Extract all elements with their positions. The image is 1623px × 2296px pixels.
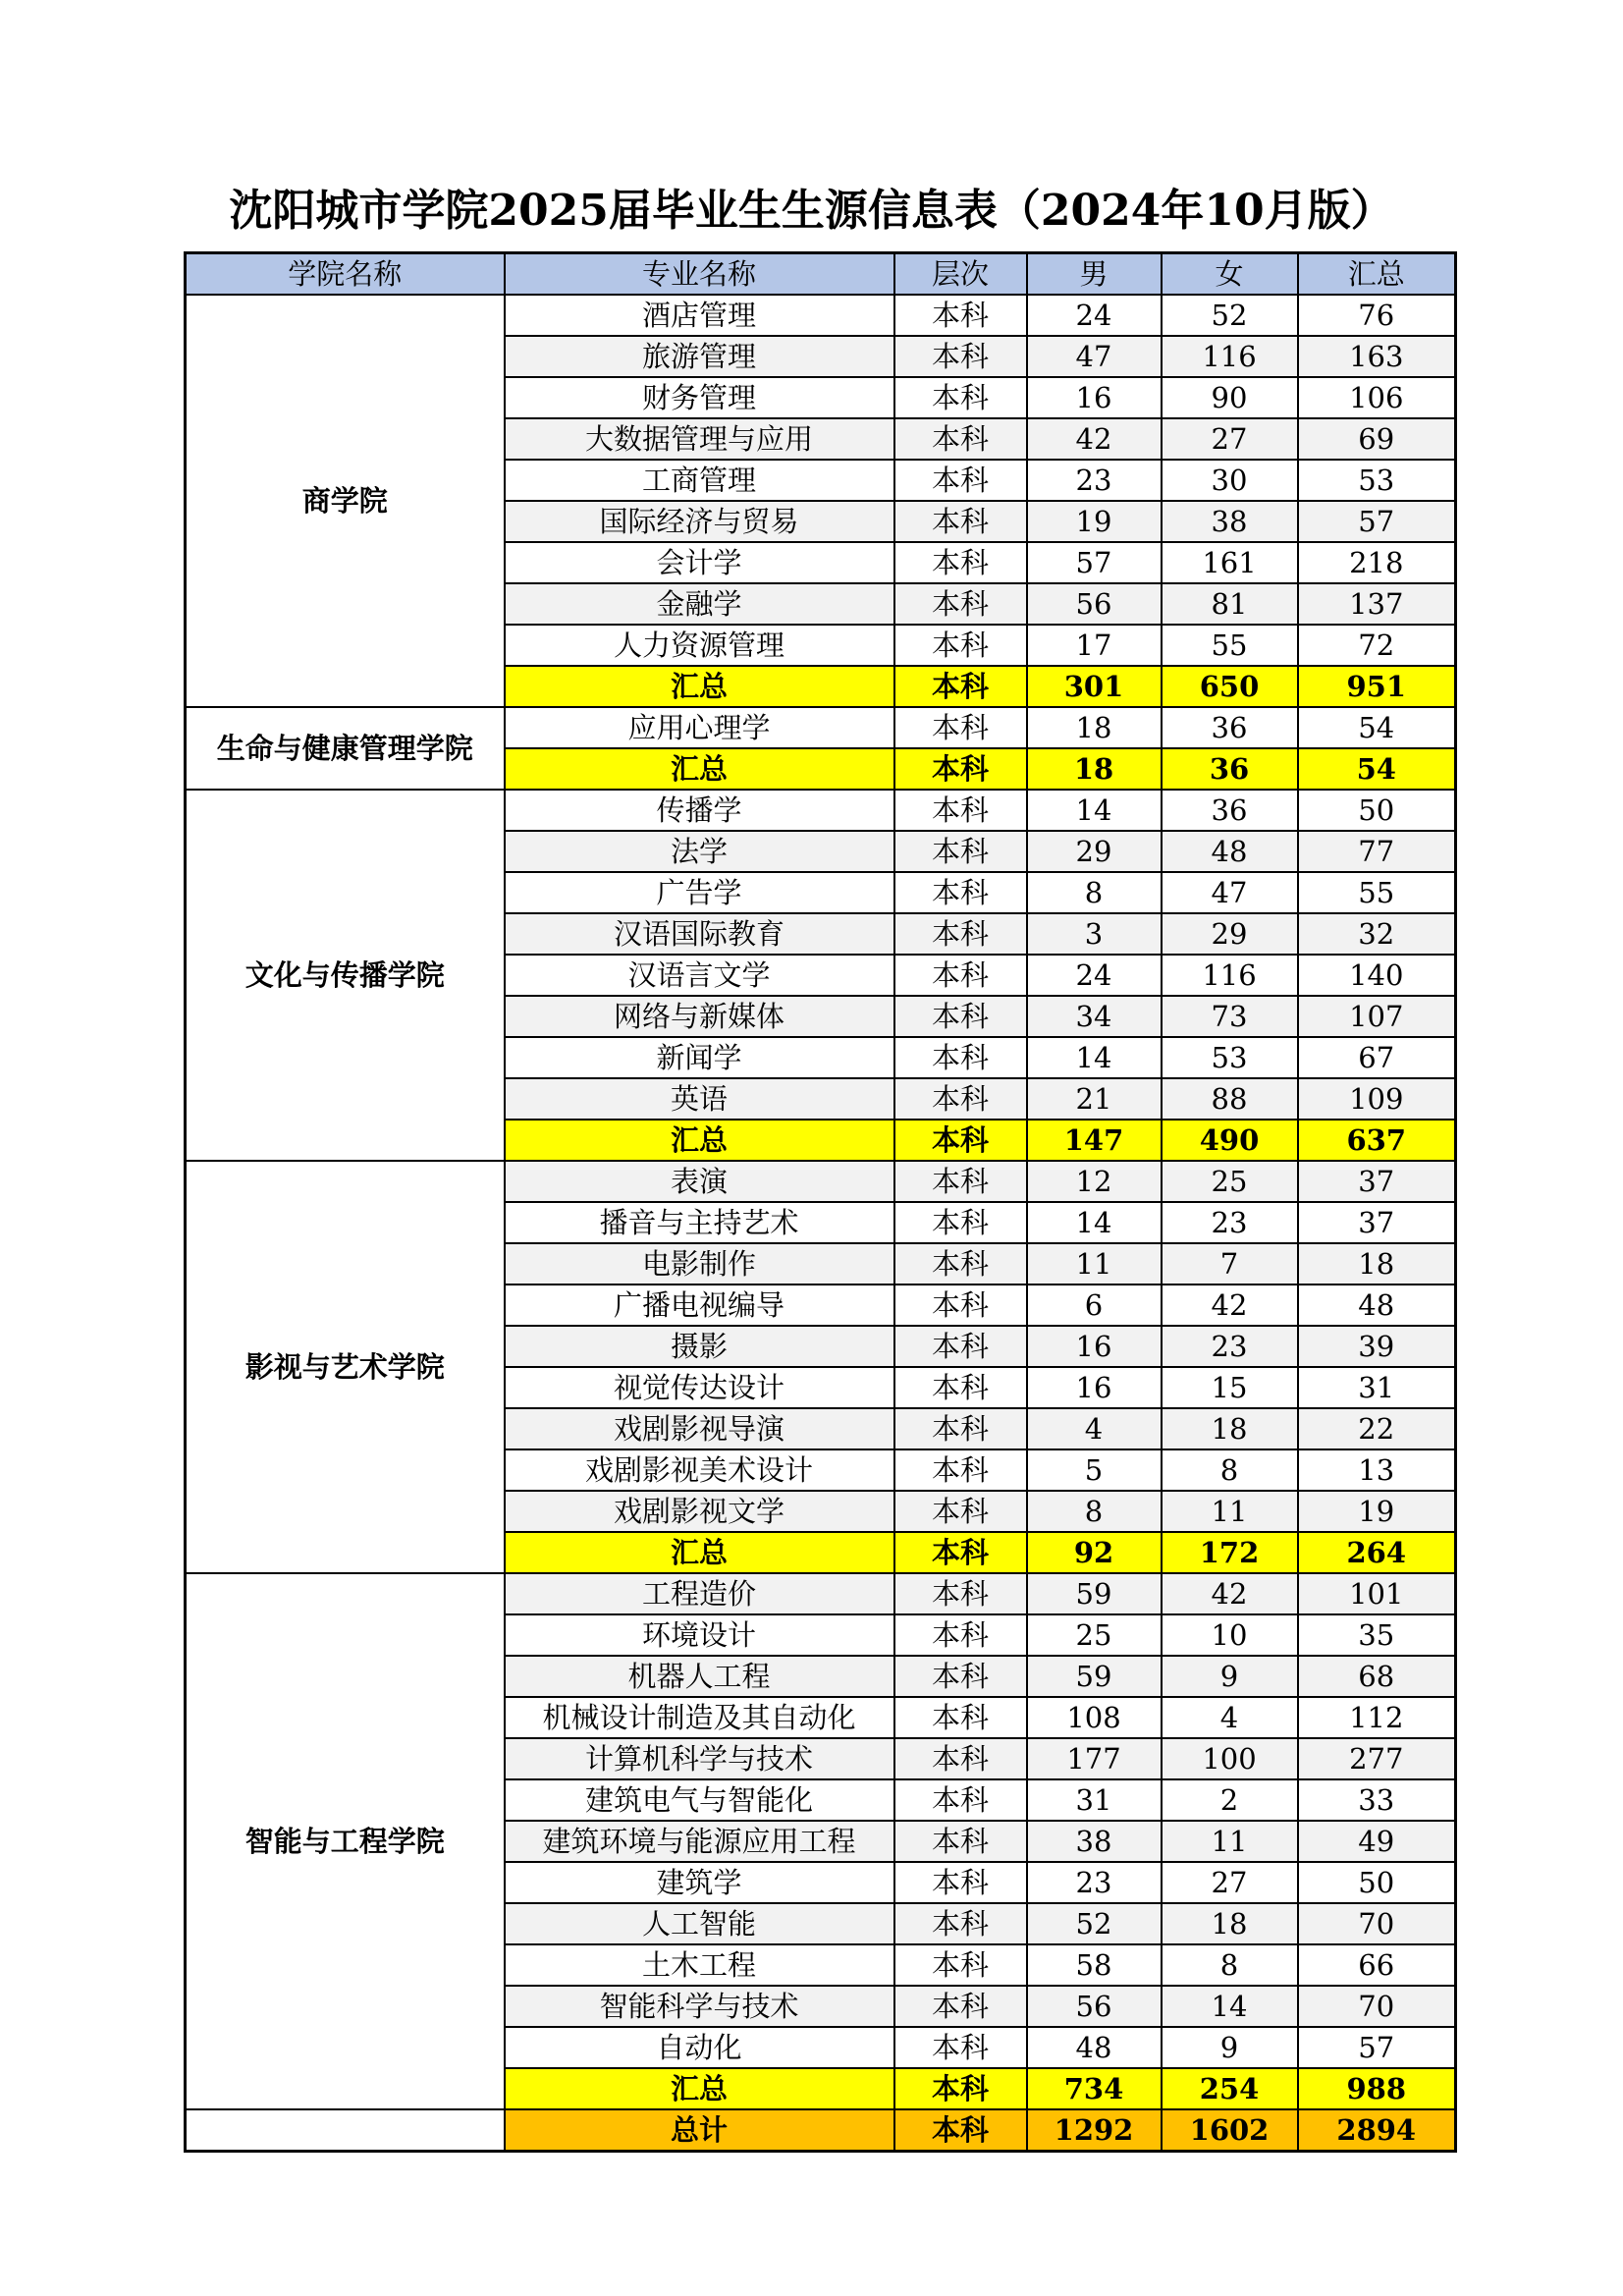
subtotal-total-count: 988 [1298,2068,1456,2109]
level: 本科 [894,542,1027,583]
total-count: 57 [1298,2027,1456,2068]
female-count: 10 [1162,1614,1298,1656]
major-name: 工程造价 [505,1573,894,1614]
male-count: 19 [1027,501,1162,542]
male-count: 56 [1027,1986,1162,2027]
total-count: 68 [1298,1656,1456,1697]
female-count: 23 [1162,1326,1298,1367]
level: 本科 [894,1986,1027,2027]
college-name-empty [186,2109,505,2152]
subtotal-major-name: 汇总 [505,748,894,790]
college-name: 智能与工程学院 [186,1573,505,2109]
major-name: 建筑学 [505,1862,894,1903]
college-name: 生命与健康管理学院 [186,707,505,790]
male-count: 5 [1027,1449,1162,1491]
header-college: 学院名称 [186,253,505,296]
female-count: 36 [1162,790,1298,831]
total-count: 109 [1298,1078,1456,1120]
level: 本科 [894,1408,1027,1449]
major-name: 播音与主持艺术 [505,1202,894,1243]
total-count: 66 [1298,1944,1456,1986]
female-count: 8 [1162,1449,1298,1491]
total-count: 67 [1298,1037,1456,1078]
male-count: 34 [1027,996,1162,1037]
major-name: 环境设计 [505,1614,894,1656]
total-count: 76 [1298,295,1456,336]
female-count: 47 [1162,872,1298,913]
page-title: 沈阳城市学院2025届毕业生生源信息表（2024年10月版） [229,186,1394,236]
total-count: 101 [1298,1573,1456,1614]
table-row [186,707,1456,748]
male-count: 108 [1027,1697,1162,1738]
total-count: 54 [1298,707,1456,748]
male-count: 16 [1027,1326,1162,1367]
subtotal-female-count: 36 [1162,748,1298,790]
female-count: 11 [1162,1491,1298,1532]
major-name: 广播电视编导 [505,1285,894,1326]
subtotal-level: 本科 [894,1120,1027,1161]
total-count: 50 [1298,1862,1456,1903]
male-count: 56 [1027,583,1162,625]
level: 本科 [894,1779,1027,1821]
level: 本科 [894,1367,1027,1408]
subtotal-major-name: 汇总 [505,1120,894,1161]
major-name: 自动化 [505,2027,894,2068]
total-count: 48 [1298,1285,1456,1326]
female-count: 23 [1162,1202,1298,1243]
major-name: 广告学 [505,872,894,913]
female-count: 4 [1162,1697,1298,1738]
level: 本科 [894,831,1027,872]
total-count: 22 [1298,1408,1456,1449]
male-count: 29 [1027,831,1162,872]
total-count: 137 [1298,583,1456,625]
total-count: 53 [1298,460,1456,501]
major-name: 汉语言文学 [505,955,894,996]
major-name: 戏剧影视导演 [505,1408,894,1449]
level: 本科 [894,1821,1027,1862]
female-count: 55 [1162,625,1298,666]
female-count: 14 [1162,1986,1298,2027]
male-count: 42 [1027,418,1162,460]
level: 本科 [894,1862,1027,1903]
female-count: 30 [1162,460,1298,501]
level: 本科 [894,418,1027,460]
female-count: 2 [1162,1779,1298,1821]
header-row [186,253,1456,296]
level: 本科 [894,1161,1027,1202]
level: 本科 [894,1697,1027,1738]
male-count: 47 [1027,336,1162,377]
major-name: 财务管理 [505,377,894,418]
level: 本科 [894,583,1027,625]
subtotal-level: 本科 [894,2068,1027,2109]
male-count: 177 [1027,1738,1162,1779]
college-name: 商学院 [186,295,505,707]
total-count: 37 [1298,1202,1456,1243]
male-count: 59 [1027,1656,1162,1697]
major-name: 国际经济与贸易 [505,501,894,542]
level: 本科 [894,913,1027,955]
header-level: 层次 [894,253,1027,296]
male-count: 16 [1027,377,1162,418]
major-name: 英语 [505,1078,894,1120]
male-count: 38 [1027,1821,1162,1862]
level: 本科 [894,460,1027,501]
subtotal-female-count: 254 [1162,2068,1298,2109]
total-count: 33 [1298,1779,1456,1821]
total-count: 31 [1298,1367,1456,1408]
subtotal-level: 本科 [894,748,1027,790]
total-count: 32 [1298,913,1456,955]
female-count: 116 [1162,336,1298,377]
major-name: 人工智能 [505,1903,894,1944]
major-name: 大数据管理与应用 [505,418,894,460]
total-count: 69 [1298,418,1456,460]
total-count: 55 [1298,872,1456,913]
level: 本科 [894,1738,1027,1779]
header-female: 女 [1162,253,1298,296]
level: 本科 [894,625,1027,666]
level: 本科 [894,707,1027,748]
male-count: 23 [1027,1862,1162,1903]
major-name: 人力资源管理 [505,625,894,666]
total-count: 163 [1298,336,1456,377]
major-name: 机器人工程 [505,1656,894,1697]
table-row [186,1573,1456,1614]
male-count: 14 [1027,1202,1162,1243]
level: 本科 [894,790,1027,831]
level: 本科 [894,872,1027,913]
male-count: 6 [1027,1285,1162,1326]
level: 本科 [894,1614,1027,1656]
grand-total-row [186,2109,1456,2152]
female-count: 7 [1162,1243,1298,1285]
total-count: 37 [1298,1161,1456,1202]
level: 本科 [894,1202,1027,1243]
male-count: 14 [1027,1037,1162,1078]
male-count: 4 [1027,1408,1162,1449]
total-count: 72 [1298,625,1456,666]
female-count: 48 [1162,831,1298,872]
female-count: 27 [1162,1862,1298,1903]
graduate-source-table [184,251,1457,2153]
male-count: 24 [1027,955,1162,996]
male-count: 52 [1027,1903,1162,1944]
male-count: 59 [1027,1573,1162,1614]
total-count: 70 [1298,1903,1456,1944]
female-count: 8 [1162,1944,1298,1986]
header-major: 专业名称 [505,253,894,296]
subtotal-total-count: 54 [1298,748,1456,790]
total-count: 140 [1298,955,1456,996]
female-count: 52 [1162,295,1298,336]
female-count: 9 [1162,1656,1298,1697]
male-count: 25 [1027,1614,1162,1656]
table-row [186,790,1456,831]
major-name: 土木工程 [505,1944,894,1986]
male-count: 12 [1027,1161,1162,1202]
male-count: 31 [1027,1779,1162,1821]
subtotal-female-count: 172 [1162,1532,1298,1573]
male-count: 57 [1027,542,1162,583]
subtotal-female-count: 650 [1162,666,1298,707]
major-name: 机械设计制造及其自动化 [505,1697,894,1738]
level: 本科 [894,1573,1027,1614]
total-count: 35 [1298,1614,1456,1656]
male-count: 8 [1027,1491,1162,1532]
male-count: 21 [1027,1078,1162,1120]
level: 本科 [894,1656,1027,1697]
female-count: 116 [1162,955,1298,996]
female-count: 81 [1162,583,1298,625]
level: 本科 [894,1944,1027,1986]
female-count: 25 [1162,1161,1298,1202]
major-name: 法学 [505,831,894,872]
level: 本科 [894,996,1027,1037]
major-name: 戏剧影视美术设计 [505,1449,894,1491]
major-name: 会计学 [505,542,894,583]
female-count: 161 [1162,542,1298,583]
grand-total-major-name: 总计 [505,2109,894,2152]
major-name: 旅游管理 [505,336,894,377]
female-count: 73 [1162,996,1298,1037]
level: 本科 [894,2027,1027,2068]
male-count: 14 [1027,790,1162,831]
female-count: 88 [1162,1078,1298,1120]
subtotal-major-name: 汇总 [505,1532,894,1573]
college-name: 文化与传播学院 [186,790,505,1161]
female-count: 42 [1162,1285,1298,1326]
female-count: 100 [1162,1738,1298,1779]
total-count: 77 [1298,831,1456,872]
grand-total-level: 本科 [894,2109,1027,2152]
table-row [186,295,1456,336]
subtotal-female-count: 490 [1162,1120,1298,1161]
major-name: 传播学 [505,790,894,831]
level: 本科 [894,1449,1027,1491]
total-count: 106 [1298,377,1456,418]
level: 本科 [894,501,1027,542]
header-male: 男 [1027,253,1162,296]
subtotal-total-count: 951 [1298,666,1456,707]
total-count: 218 [1298,542,1456,583]
subtotal-male-count: 734 [1027,2068,1162,2109]
level: 本科 [894,336,1027,377]
header-total: 汇总 [1298,253,1456,296]
male-count: 24 [1027,295,1162,336]
major-name: 表演 [505,1161,894,1202]
major-name: 酒店管理 [505,295,894,336]
female-count: 53 [1162,1037,1298,1078]
female-count: 9 [1162,2027,1298,2068]
female-count: 42 [1162,1573,1298,1614]
total-count: 18 [1298,1243,1456,1285]
major-name: 摄影 [505,1326,894,1367]
female-count: 29 [1162,913,1298,955]
total-count: 70 [1298,1986,1456,2027]
level: 本科 [894,955,1027,996]
male-count: 58 [1027,1944,1162,1986]
female-count: 15 [1162,1367,1298,1408]
major-name: 工商管理 [505,460,894,501]
major-name: 建筑环境与能源应用工程 [505,1821,894,1862]
male-count: 16 [1027,1367,1162,1408]
level: 本科 [894,1285,1027,1326]
male-count: 11 [1027,1243,1162,1285]
total-count: 112 [1298,1697,1456,1738]
total-count: 57 [1298,501,1456,542]
level: 本科 [894,1326,1027,1367]
total-count: 39 [1298,1326,1456,1367]
total-count: 19 [1298,1491,1456,1532]
major-name: 计算机科学与技术 [505,1738,894,1779]
female-count: 18 [1162,1408,1298,1449]
subtotal-male-count: 18 [1027,748,1162,790]
total-count: 49 [1298,1821,1456,1862]
table-body [186,295,1456,2152]
female-count: 90 [1162,377,1298,418]
subtotal-level: 本科 [894,1532,1027,1573]
male-count: 3 [1027,913,1162,955]
female-count: 36 [1162,707,1298,748]
major-name: 汉语国际教育 [505,913,894,955]
subtotal-total-count: 264 [1298,1532,1456,1573]
subtotal-male-count: 92 [1027,1532,1162,1573]
level: 本科 [894,1078,1027,1120]
level: 本科 [894,377,1027,418]
grand-total-total-count: 2894 [1298,2109,1456,2152]
subtotal-male-count: 301 [1027,666,1162,707]
female-count: 38 [1162,501,1298,542]
major-name: 金融学 [505,583,894,625]
level: 本科 [894,1037,1027,1078]
male-count: 48 [1027,2027,1162,2068]
grand-total-male-count: 1292 [1027,2109,1162,2152]
major-name: 戏剧影视文学 [505,1491,894,1532]
subtotal-major-name: 汇总 [505,666,894,707]
major-name: 网络与新媒体 [505,996,894,1037]
major-name: 智能科学与技术 [505,1986,894,2027]
subtotal-total-count: 637 [1298,1120,1456,1161]
major-name: 电影制作 [505,1243,894,1285]
male-count: 17 [1027,625,1162,666]
level: 本科 [894,1903,1027,1944]
grand-total-female-count: 1602 [1162,2109,1298,2152]
major-name: 应用心理学 [505,707,894,748]
subtotal-major-name: 汇总 [505,2068,894,2109]
female-count: 27 [1162,418,1298,460]
total-count: 277 [1298,1738,1456,1779]
subtotal-level: 本科 [894,666,1027,707]
table-row [186,1161,1456,1202]
level: 本科 [894,295,1027,336]
total-count: 107 [1298,996,1456,1037]
female-count: 11 [1162,1821,1298,1862]
subtotal-male-count: 147 [1027,1120,1162,1161]
major-name: 视觉传达设计 [505,1367,894,1408]
male-count: 18 [1027,707,1162,748]
major-name: 新闻学 [505,1037,894,1078]
total-count: 50 [1298,790,1456,831]
major-name: 建筑电气与智能化 [505,1779,894,1821]
level: 本科 [894,1491,1027,1532]
male-count: 8 [1027,872,1162,913]
female-count: 18 [1162,1903,1298,1944]
college-name: 影视与艺术学院 [186,1161,505,1573]
level: 本科 [894,1243,1027,1285]
total-count: 13 [1298,1449,1456,1491]
male-count: 23 [1027,460,1162,501]
